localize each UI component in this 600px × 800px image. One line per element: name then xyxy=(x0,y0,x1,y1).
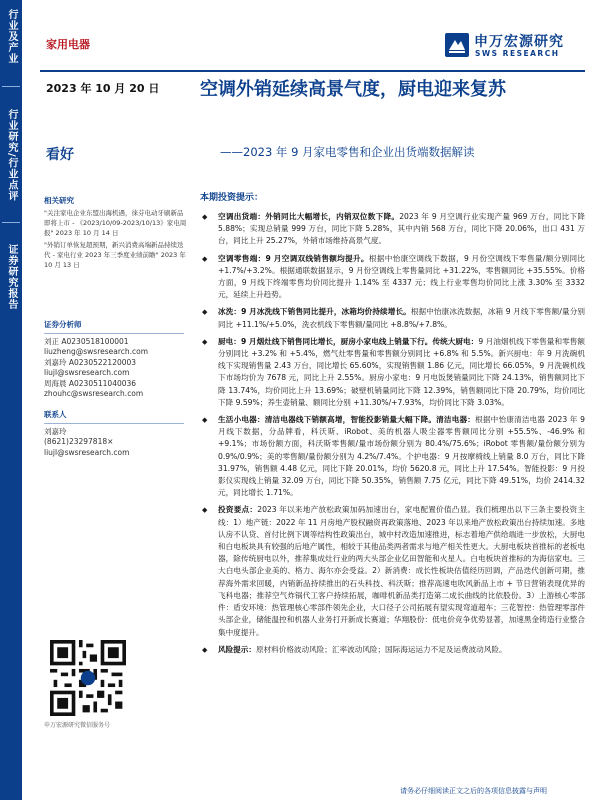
qr-caption: 申万宏源研究微信服务号 xyxy=(44,722,111,729)
logo-text-cn: 申万宏源研究 xyxy=(474,34,564,50)
investment-highlights-heading: 本期投资提示： xyxy=(200,193,264,203)
bullet-small-appliances xyxy=(200,414,585,499)
sector-label: 家用电器 xyxy=(46,38,90,51)
logo-icon xyxy=(444,32,470,58)
footer-disclaimer: 请务必仔细阅读正文之后的各项信息披露与声明 xyxy=(400,787,547,795)
contact-block xyxy=(44,410,189,458)
bullet-lead: 生活小电器：清洁电器线下销额高增，智能投影销量大幅下降。清洁电器： xyxy=(218,415,476,425)
bullet-text: 根据中怡康冰洗数据，冰箱 9 月线下零售额/量分别同比 +11.1%/+5.0%，洗衣机线下零售额/量同比 +8.8%/+7.8%。 xyxy=(218,307,585,329)
logo-text-en: SWS RESEARCH xyxy=(475,49,560,58)
bullet-lead: 冰洗：9 月冰洗线下销售同比提升，冰箱均价持续增长。 xyxy=(218,307,411,317)
bullet-text: 原材料价格波动风险；汇率波动风险；国际海运运力不足及运费波动风险。 xyxy=(255,644,507,654)
bullet-lead: 投资要点： xyxy=(218,505,258,515)
bullet-text: 根据中怡康空调线下数据，9 月份空调线下零售量/额分别同比 +1.7%/+3.2%。根据通联数据显示，9 月份空调线上零售量同比 +31.22%，零售额同比 +35.55%。价格方面，9 月线下终端零售均价同比提升 1.14% 至 4337 元；线上行业零售均价同比上涨 3.30% 至 3332 元，延续上升趋势。 xyxy=(218,253,585,300)
rating-label: 看好 xyxy=(46,147,74,163)
bullet-ac-shipment xyxy=(200,211,585,248)
analyst-line: 周海晨 A0230511040036 xyxy=(44,378,137,388)
analyst-email[interactable]: zhouhc@swsresearch.com xyxy=(44,389,144,398)
contact-email[interactable]: liujl@swsresearch.com xyxy=(44,447,130,457)
tab-industry-research: 行业研究/行业点评 xyxy=(6,108,17,202)
contact-phone: (8621)23297818× xyxy=(44,437,114,446)
bullet-risk xyxy=(200,644,585,656)
bullet-lead: 空调零售端：9 月空调双线销售额均提升。 xyxy=(218,253,369,263)
divider xyxy=(44,333,184,334)
bullet-ac-retail xyxy=(200,253,585,302)
analyst-email[interactable]: liujl@swsresearch.com xyxy=(44,368,130,377)
tab-securities-report: 证券研究报告 xyxy=(6,244,17,310)
analyst-line: 刘正 A0230518100001 xyxy=(44,336,129,346)
related-item: "关注家电企业东盟出海机遇，徕芬电动牙刷新品即将上市 - 《2023/10/09-2023/10/13》家电周报" 2023 年 10 月 14 日 xyxy=(44,209,187,237)
related-heading: 相关研究 xyxy=(44,196,74,205)
related-item: "外销订单恢复超预期，新兴消费高端新品持续迭代 - 家电行业 2023 年三季度业绩前瞻" 2023 年 10 月 13 日 xyxy=(44,241,186,269)
bullet-lead: 厨电：9 月烟灶线下销售同比增长，厨房小家电线上销量下行。传统大厨电： xyxy=(218,336,479,346)
bullet-investment xyxy=(200,504,585,638)
bullet-text: 9 月油烟机线下零售量和零售额分别同比 +3.2% 和 +5.4%，燃气灶零售量和零售额分别同比 +6.8% 和 5.5%。新兴厨电：年 9 月洗碗机线下实现销售量 2.43 万台，同比增长 65.60%，实现销售额 1.86 亿元，同比增长 66.05%，9 月洗碗机线下市场均价为 7678 元，同比上升 2.55%。厨房小家电：9 月电饭煲销量同比下降 24.13%，销售额同比下降 13.74%，均价同比上升 13.69%；破壁机销量同比下降 12.39%，销售额同比下降 20.79%，均价同比下降 9.59%；养生壶销量、额同比分别 +11.30%/+7.93%，均价同比下降 3.03%。 xyxy=(218,336,585,407)
tab-divider xyxy=(2,222,20,223)
main-content xyxy=(200,190,585,661)
tab-divider xyxy=(2,86,20,87)
report-subtitle: ——2023 年 9 月家电零售和企业出货端数据解读 xyxy=(220,145,475,159)
bullet-kitchen xyxy=(200,336,585,409)
bullet-fridge-washer xyxy=(200,306,585,330)
bullet-text: 2023 年以来地产放松政策加码加速出台，家电配置价值凸显。我们梳理出以下三条主要投资主线：1）地产链：2022 年 11 月房地产股权融资再政策落地、2023 年以来地产放松政策出台持续加速。多地认房不认贷、首付比例下调等结构性政策出台，城中村改造加速推进，标志着地产供给端进一步放松，大厨电和白电板块具有较强的后地产属性，相较于其他品类两者需求与地产相关性更大。大厨电板块首推标的老板电器，除传统厨电以外，推荐集成灶行业的两大头部企业亿田智能和火星人。白电板块首推标的为海信家电。三大白电头部企业美的、格力、海尔亦会受益。2）新消费：成长性板块估值经历回调，产品迭代创新可期，推荐海外需求回暖，内销新品持续推出的石头科技、科沃斯；推荐高速电吹风新品上市 + 节日营销表现优异的飞科电器；推荐空气炸锅代工客户持续拓展，咖啡机新品类打造第二成长曲线的比依股份。3）上游核心零部件：盾安环境：热管理核心零部件领先企业，大口径子公司拓展有望实现弯道超车；三花智控：热管理零部件头部企业，储能温控和机器人业务打开新成长赛道；华翔股份：低电价竞争优势显著，加速黑金铸造行业整合集中度提升。 xyxy=(218,505,585,637)
report-date: 2023 年 10 月 20 日 xyxy=(46,82,160,95)
header-rule xyxy=(40,70,585,72)
contact-heading: 联系人 xyxy=(44,410,67,419)
analysts-heading: 证券分析师 xyxy=(44,320,82,329)
bullet-text: 根据中怡康清洁电器 2023 年 9 月线下数据，分品牌看，科沃斯、iRobot、美的机器人吸尘器零售额同比分别 +55.5%、-46.9% 和 +9.1%；市场份额方面，科沃斯零售额/量市场份额分别为 80.4%/75.6%；iRobot 零售额/量份额分别为 0.9%/0.9%；美的零售额/量份额分别为 4.2%/7.4%。个护电器：9 月按摩椅线上销量 8.0 万台，同比下降 31.97%，销售额 4.48 亿元，同比下降 20.01%，均价 5620.8 元，同比上升 17.54%。智能投影：9 月投影仪实现线上销量 32.09 万台，同比下降 50.35%，销售额 7.75 亿元，同比下降 49.51%，均价 2414.32 元，同比增长 1.71%。 xyxy=(218,415,585,498)
divider xyxy=(44,423,184,424)
contact-name: 刘嘉玲 xyxy=(44,426,67,436)
qr-code-icon xyxy=(50,640,126,716)
analyst-list xyxy=(44,320,189,400)
analyst-line: 刘嘉玲 A0230522120003 xyxy=(44,357,137,367)
analyst-email[interactable]: liuzheng@swsresearch.com xyxy=(44,347,149,356)
tab-industry: 行业及产业 xyxy=(6,8,17,64)
bullet-lead: 风险提示： xyxy=(218,644,256,654)
report-title: 空调外销延续高景气度，厨电迎来复苏 xyxy=(200,79,506,100)
bullet-text: 2023 年 9 月空调行业实现产量 969 万台，同比下降 5.88%；实现总销量 999 万台，同比下降 5.28%，其中内销 568 万台，同比下降 20.06%，出口 431 万台，同比上升 25.27%，外销市场维持高景气度。 xyxy=(218,212,586,246)
company-logo xyxy=(444,30,579,62)
related-research xyxy=(44,196,189,272)
bullet-lead: 空调出货端：外销同比大幅增长，内销双位数下降。 xyxy=(218,212,400,221)
